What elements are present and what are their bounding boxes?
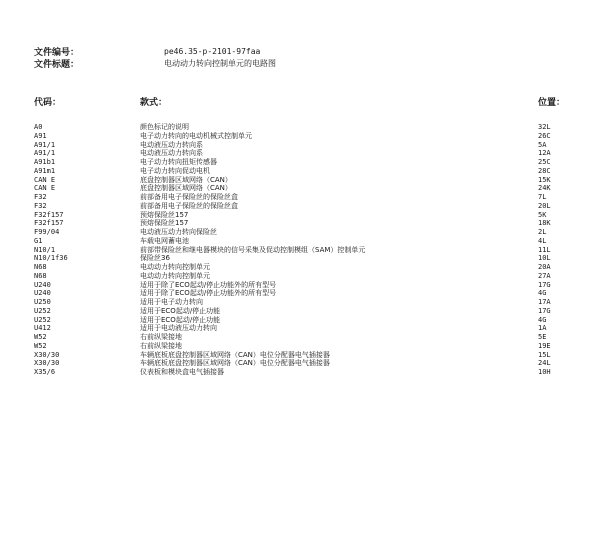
row-pos: 26C	[538, 131, 551, 140]
row-desc: 适用于电动液压动力转向	[140, 324, 217, 333]
row-code: U250	[34, 298, 51, 306]
row-pos: 24K	[538, 184, 551, 193]
row-pos: 19E	[538, 341, 551, 350]
row-desc: 右前纵梁接地	[140, 333, 182, 341]
row-desc: 车辆底板底盘控制器区域网络（CAN）电位分配器电气插接器	[140, 359, 330, 368]
row-code: F32	[34, 193, 47, 201]
row-code: N68	[34, 263, 47, 271]
row-pos: 20L	[538, 201, 551, 210]
table-header	[0, 95, 600, 109]
row-desc: 预熔保险丝157	[140, 210, 189, 219]
table-row	[0, 132, 600, 141]
row-pos: 28C	[538, 166, 551, 175]
table-row	[0, 141, 600, 150]
row-desc: 电动液压动力转向保险丝	[140, 228, 217, 236]
row-desc: 电子动力转向促动电机	[140, 166, 210, 175]
doc-number-value: pe46.35-p-2101-97faa	[164, 46, 261, 56]
row-code: N68	[34, 271, 47, 280]
row-code: X30/30	[34, 359, 60, 368]
doc-title-row	[34, 57, 276, 69]
row-desc: 适用于电子动力转向	[140, 298, 203, 306]
table-row	[0, 254, 600, 263]
table-row	[0, 289, 600, 298]
row-pos: 20A	[538, 263, 551, 271]
row-pos: 11L	[538, 245, 551, 254]
row-code: A91/1	[34, 149, 56, 158]
row-desc: 适用于除了ECO起动/停止功能外的所有型号	[140, 289, 277, 298]
row-desc: 底盘控制器区域网络（CAN）	[140, 175, 232, 184]
row-code: F32f157	[34, 219, 64, 228]
row-pos: 17A	[538, 298, 551, 306]
row-desc: 适用于除了ECO起动/停止功能外的所有型号	[140, 280, 277, 289]
table-row	[0, 184, 600, 193]
doc-title-label: 文件标题：	[34, 59, 80, 70]
table-row	[0, 246, 600, 255]
table-row	[0, 324, 600, 333]
table-row	[0, 307, 600, 316]
row-pos: 17G	[538, 280, 551, 289]
row-desc: 前部带保险丝和继电器模块的信号采集及促动控制模组（SAM）控制单元	[140, 245, 366, 254]
table-row	[0, 228, 600, 237]
row-code: U240	[34, 280, 51, 289]
doc-title-value: 电动动力转向控制单元的电路图	[164, 58, 276, 68]
row-desc: 底盘控制器区域网络（CAN）	[140, 184, 232, 193]
row-pos: 15L	[538, 350, 551, 359]
table-row	[0, 368, 600, 377]
row-code: F99/04	[34, 228, 60, 236]
row-pos: 24L	[538, 359, 551, 368]
row-code: A91m1	[34, 166, 56, 175]
table-row	[0, 359, 600, 368]
row-pos: 1A	[538, 324, 547, 333]
row-desc: 车辆底板底盘控制器区域网络（CAN）电位分配器电气插接器	[140, 350, 330, 359]
row-code: F32	[34, 201, 47, 210]
row-code: F32f157	[34, 210, 64, 219]
table-row	[0, 298, 600, 307]
table-row	[0, 342, 600, 351]
row-pos: 5K	[538, 210, 547, 219]
row-code: CAN E	[34, 184, 56, 193]
row-code: A0	[34, 123, 43, 131]
table-row	[0, 333, 600, 342]
row-pos: 4G	[538, 289, 547, 298]
document-meta	[34, 45, 276, 69]
row-desc: 仪表板和模块盒电气插接器	[140, 368, 224, 376]
row-desc: 颜色标记的说明	[140, 123, 189, 131]
table-row	[0, 281, 600, 290]
row-code: X35/6	[34, 368, 56, 376]
row-pos: 7L	[538, 193, 547, 201]
row-code: N10/1	[34, 245, 56, 254]
row-desc: 电动液压动力转向系	[140, 149, 203, 158]
row-desc: 前部备用电子保险丝的保险丝盒	[140, 193, 238, 201]
row-desc: 右前纵梁接地	[140, 341, 182, 350]
row-desc: 电动动力转向控制单元	[140, 271, 210, 280]
table-row	[0, 176, 600, 185]
table-row	[0, 211, 600, 220]
row-pos: 25C	[538, 158, 551, 166]
row-code: A91b1	[34, 158, 56, 166]
table-row	[0, 219, 600, 228]
row-code: X30/30	[34, 350, 60, 359]
row-code: A91/1	[34, 140, 56, 149]
table-row	[0, 193, 600, 202]
component-table	[0, 123, 600, 377]
row-desc: 适用于ECO起动/停止功能	[140, 306, 221, 315]
header-pos: 位置：	[538, 98, 566, 108]
row-desc: 电子动力转向扭矩传感器	[140, 158, 217, 166]
row-code: U252	[34, 306, 51, 315]
row-pos: 10H	[538, 368, 551, 376]
doc-number-label: 文件编号：	[34, 47, 80, 58]
row-code: U412	[34, 324, 51, 333]
row-code: U252	[34, 315, 51, 324]
table-row	[0, 123, 600, 132]
table-row	[0, 272, 600, 281]
row-desc: 电动液压动力转向系	[140, 140, 203, 149]
row-code: CAN E	[34, 175, 56, 184]
table-row	[0, 149, 600, 158]
row-pos: 5A	[538, 140, 547, 149]
row-pos: 5E	[538, 333, 547, 341]
row-desc: 预熔保险丝157	[140, 219, 189, 228]
row-code: U240	[34, 289, 51, 298]
row-pos: 4L	[538, 236, 547, 245]
header-desc: 款式：	[140, 98, 168, 108]
row-pos: 18K	[538, 219, 551, 228]
row-pos: 32L	[538, 123, 551, 131]
row-desc: 前部备用电子保险丝的保险丝盒	[140, 201, 238, 210]
header-code: 代码：	[34, 98, 62, 108]
row-pos: 12A	[538, 149, 551, 158]
row-pos: 27A	[538, 271, 551, 280]
row-pos: 15K	[538, 175, 551, 184]
row-desc: 电动动力转向控制单元	[140, 263, 210, 271]
row-code: G1	[34, 236, 43, 245]
table-row	[0, 237, 600, 246]
table-row	[0, 167, 600, 176]
row-pos: 4G	[538, 315, 547, 324]
table-row	[0, 158, 600, 167]
table-row	[0, 351, 600, 360]
row-pos: 17G	[538, 306, 551, 315]
row-code: W52	[34, 341, 47, 350]
row-desc: 适用于ECO起动/停止功能	[140, 315, 221, 324]
row-desc: 电子动力转向的电动机械式控制单元	[140, 131, 252, 140]
row-desc: 车载电网蓄电池	[140, 236, 189, 245]
row-code: W52	[34, 333, 47, 341]
table-row	[0, 316, 600, 325]
table-row	[0, 202, 600, 211]
row-desc: 保险丝36	[140, 254, 170, 263]
row-code: N10/1f36	[34, 254, 68, 263]
doc-number-row	[34, 45, 276, 57]
table-row	[0, 263, 600, 272]
row-pos: 2L	[538, 228, 547, 236]
row-pos: 10L	[538, 254, 551, 263]
row-code: A91	[34, 131, 47, 140]
